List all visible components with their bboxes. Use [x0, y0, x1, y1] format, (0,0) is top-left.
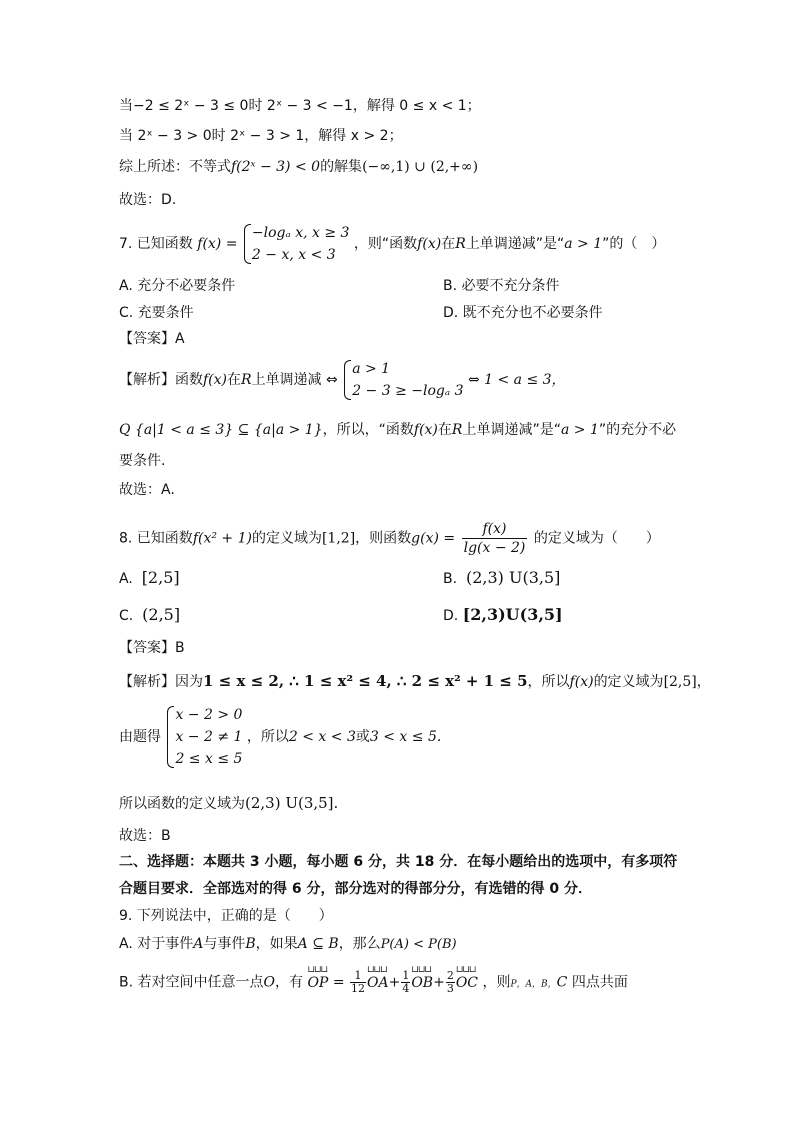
q8-option-b: B. (2,3) U(3,5]: [443, 568, 561, 587]
question-8-stem: 8. 已知函数f(x² + 1)的定义域为[1,2]，则函数g(x) = $\frac{f(x)}{\lg(x - 2)}$ 的定义域为（ ）: [119, 521, 660, 556]
question-7-stem: 7. 已知函数 f(x) = −logₐ x, x ≥ 3 2 − x, x < 3 ，则“函数f(x)在R上单调递减”是“a > 1”的（ ）: [119, 222, 665, 266]
choose-d: 故选：D.: [119, 192, 177, 208]
piecewise-brace: −logₐ x, x ≥ 3 2 − x, x < 3: [242, 222, 350, 266]
solution-line-2: 当 2ˣ − 3 > 0时 2ˣ − 3 > 1，解得 x > 2；: [119, 128, 403, 144]
q7-analysis-3: 要条件.: [119, 453, 166, 469]
q7-answer: 【答案】A: [119, 331, 185, 347]
q7-option-b: B. 必要不充分条件: [443, 278, 560, 294]
q8-analysis-1: 【解析】因为1 ≤ x ≤ 2, ∴ 1 ≤ x² ≤ 4, ∴ 2 ≤ x² + 1 ≤ 5，所以f(x)的定义域为[2,5]，: [119, 672, 711, 690]
q8-result: 所以函数的定义域为(2,3) U(3,5].: [119, 794, 339, 812]
q9-option-a: A. 对于事件A与事件B，如果A ⊆ B，那么P(A) < P(B): [119, 936, 457, 952]
q8-option-a: A. [2,5]: [119, 568, 180, 587]
q7-option-c: C. 充要条件: [119, 305, 194, 321]
question-9-stem: 9. 下列说法中，正确的是（ ）: [119, 908, 333, 924]
system-brace: a > 1 2 − 3 ≥ −logₐ 3: [342, 358, 463, 402]
q7-analysis-2: Q {a|1 < a ≤ 3} ⊆ {a|a > 1}，所以，“函数f(x)在R上单调递减”是“a > 1”的充分不必: [119, 422, 677, 438]
q8-option-c: C. (2,5]: [119, 605, 181, 624]
q7-analysis-1: 【解析】函数f(x)在R上单调递减 ⇔ a > 1 2 − 3 ≥ −logₐ 3 ⇔ 1 < a ≤ 3，: [119, 358, 566, 402]
q9-option-b: B. 若对空间中任意一点O，有 ⊔⊔⊔ OP = $\frac{1}{12}$ ⊔⊔⊔ OA+ $\frac{1}{4}$ ⊔⊔⊔ OB+ $\frac{2}{3}$ ⊔⊔⊔ OC ，则P，A，B，C 四点共面: [119, 970, 628, 995]
section-2-heading-line-1: 二、选择题：本题共 3 小题，每小题 6 分，共 18 分．在每小题给出的选项中，有多项符: [119, 854, 678, 870]
q8-option-d: D. [2,3)U(3,5]: [443, 605, 563, 624]
q8-analysis-2: 由题得 x − 2 > 0 x − 2 ≠ 1 2 ≤ x ≤ 5 ，所以2 < x < 3或3 < x ≤ 5.: [119, 704, 441, 770]
q7-option-d: D. 既不充分也不必要条件: [443, 305, 603, 321]
solution-line-1: 当−2 ≤ 2ˣ − 3 ≤ 0时 2ˣ − 3 < −1，解得 0 ≤ x < 1；: [119, 98, 481, 114]
q8-answer: 【答案】B: [119, 640, 185, 656]
q7-choose: 故选：A.: [119, 482, 175, 498]
solution-line-3: 综上所述：不等式f(2ˣ − 3) < 0的解集(−∞,1) ∪ (2,+∞): [119, 159, 479, 175]
q7-option-a: A. 充分不必要条件: [119, 278, 236, 294]
q8-choose: 故选：B: [119, 828, 171, 844]
system-brace-3: x − 2 > 0 x − 2 ≠ 1 2 ≤ x ≤ 5: [165, 704, 242, 770]
fraction: $\frac{f(x)}{\lg(x - 2)}$: [463, 521, 526, 556]
section-2-heading-line-2: 合题目要求．全部选对的得 6 分，部分选对的得部分分，有选错的得 0 分．: [119, 881, 592, 897]
